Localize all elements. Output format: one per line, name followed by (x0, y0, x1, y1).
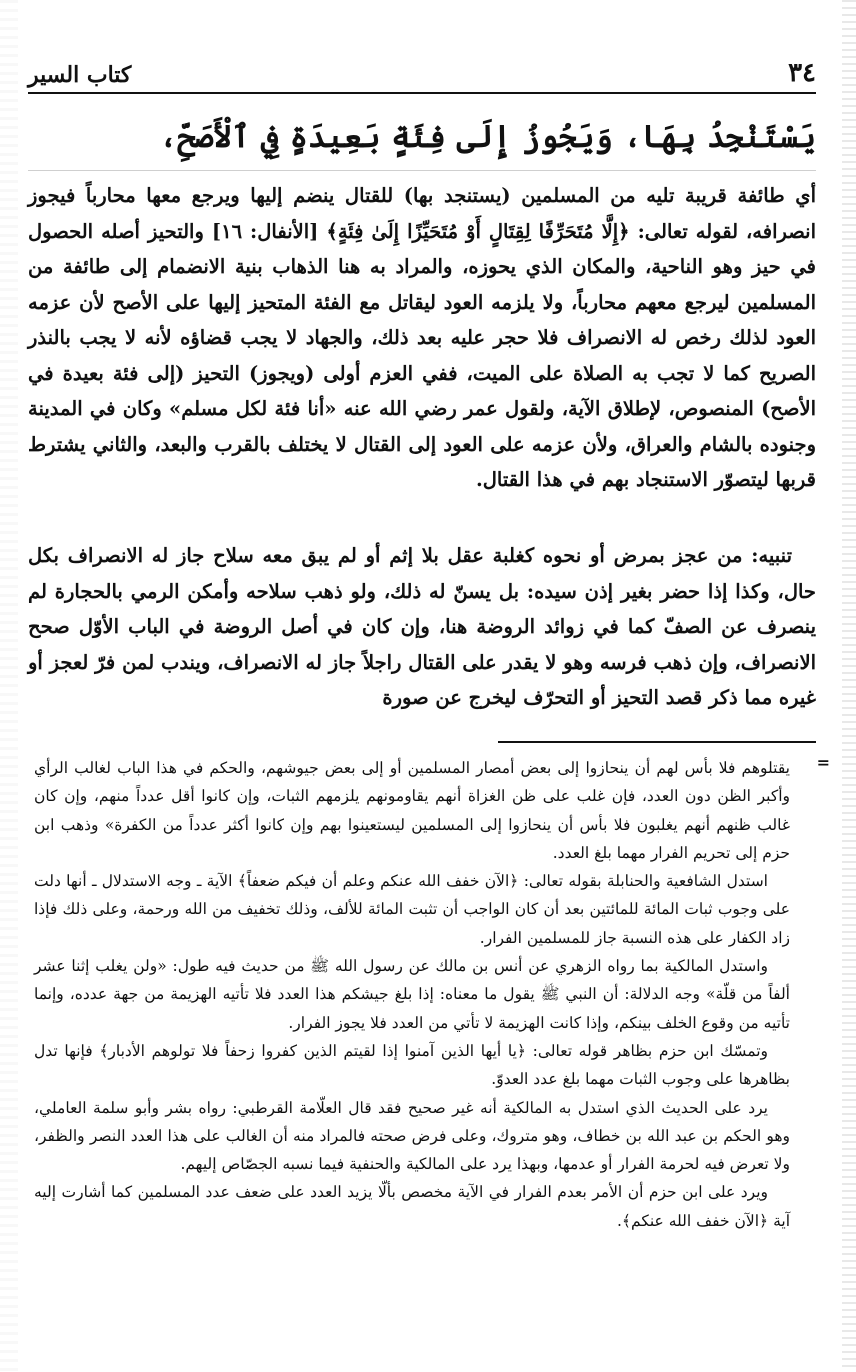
matn-text: يَسْتَنْجِدُ بِهَا، وَيَجُوزُ إِلَى فِئَةٍ بَعِيدَةٍ فِي ٱلْأَصَحِّ، (159, 119, 816, 155)
tanbih-paragraph (28, 538, 816, 716)
matn-separator (28, 170, 816, 171)
footnote-paragraph: يرد على الحديث الذي استدل به المالكية أنه غير صحيح فقد قال العلّامة القرطبي: رواه بشر وأبو سلمة العاملي، وهو الحكم بن عبد الله بن خطاف، وهو متروك، وعلى فرض صحته فالمراد منه أن الغالب على هذا العدد النصر والظفر، ولا تعرض فيه لحرمة الفرار أو عدمها، وبهذا يرد على المالكية والحنفية فيما نسبه الجصّاص إليهم. (34, 1098, 790, 1174)
footnote-continuation-marker: = (816, 753, 830, 772)
footnote-paragraph: استدل الشافعية والحنابلة بقوله تعالى: ﴿الآن خفف الله عنكم وعلم أن فيكم ضعفاً﴾ الآية ـ وجه الاستدلال ـ أنها دلت على وجوب ثبات المائة للمائتين بعد أن كان الواجب أن تثبت المائة للألف، وذلك تخفيف من الله ورحمة، وعلى ذلك فإذا زاد الكفار على هذه النسبة جاز للمسلمين الفرار. (34, 872, 790, 947)
scan-edge-right (842, 0, 856, 1372)
page-header (28, 56, 816, 94)
footnote-paragraph: وتمسّك ابن حزم بظاهر قوله تعالى: ﴿يا أيها الذين آمنوا إذا لقيتم الذين كفروا زحفاً فلا تولوهم الأدبار﴾ فإنها تدل بظاهرها على وجوب الثبات مهما بلغ عدد العدوّ. (34, 1041, 790, 1089)
footnote-paragraph: يقتلوهم فلا بأس لهم أن ينحازوا إلى بعض أمصار المسلمين أو إلى بعض جيوشهم، والحكم في هذا الباب لغالب الرأي وأكبر الظن دون العدد، فإن غلب على ظن الغزاة أنهم يقاومونهم يلزمهم الثبات، وإن كانوا أقل عدداً منهم، وإن كان غالب ظنهم أنهم يغلبون فلا بأس أن ينحازوا إلى المسلمين ليستعينوا بهم وإن كانوا أكثر عدداً من الكفرة» وذهب ابن حزم إلى تحريم الفرار مهما بلغ العدد. (34, 759, 790, 862)
commentary-block (28, 178, 816, 498)
page-number: ٣٤ (788, 58, 816, 88)
tanbih-label: تنبيه: (751, 544, 792, 567)
footnote-paragraph: ويرد على ابن حزم أن الأمر بعدم الفرار في الآية مخصص بألّا يزيد العدد على ضعف عدد المسلمين كما أشارت إليه آية ﴿الآن خفف الله عنكم﴾. (34, 1183, 790, 1230)
footnotes-block (34, 754, 790, 1235)
commentary-paragraph: أي طائفة قريبة تليه من المسلمين (يستنجد بها) للقتال ينضم إليها ويرجع معها محارباً فيجوز انصرافه، لقوله تعالى: ﴿إِلَّا مُتَحَرِّفًا لِقِتَالٍ أَوْ مُتَحَيِّزًا إِلَىٰ فِئَةٍ﴾ [الأنفال: ١٦] والتحيز أصله الحصول في حيز وهو الناحية، والمكان الذي يحوزه، والمراد به هنا الذهاب بنية الانضمام إلى طائفة من المسلمين ليرجع معهم محارباً، ولا يلزمه العود ليقاتل مع الفئة المتحيز إليها على الأصح لأن عزمه العود لذلك رخص له الانصراف فلا حجر عليه بعد ذلك، والجهاد لا يجب قضاؤه لأنه لا يجب بالنذر الصريح كما لا تجب به الصلاة على الميت، ففي العزم أولى (ويجوز) التحيز (إلى فئة بعيدة في الأصح) المنصوص، لإطلاق الآية، ولقول عمر رضي الله عنه «أنا فئة لكل مسلم» وكان في المدينة وجنوده بالشام والعراق، ولأن عزمه على العود إلى القتال لا يختلف بالقرب والبعد، والثاني يشترط قربها ليتصوّر الاستنجاد بهم في هذا القتال. (28, 184, 817, 491)
footnote-paragraph: واستدل المالكية بما رواه الزهري عن أنس بن مالك عن رسول الله ﷺ من حديث فيه طول: «ولن يغلب إثنا عشر ألفاً من قلّة» وجه الدلالة: أن النبي ﷺ يقول ما معناه: إذا بلغ جيشكم هذا العدد فلا تأتيه الهزيمة من جهة عدده، وإنما تأتيه من وقوع الخلف بينكم، وإذا كانت الهزيمة لا تأتي من العدد فلا يجوز الفرار. (34, 957, 790, 1032)
tanbih-text: من عجز بمرض أو نحوه كغلبة عقل بلا إثم أو لم يبق معه سلاح جاز له الانصراف بكل حال، وكذا إذا حضر بغير إذن سيده: بل يسنّ له ذلك، ولو ذهب سلاحه وأمكن الرمي بالحجارة لم ينصرف عن الصفّ كما في زوائد الروضة هنا، وإن كان في أصل الروضة في الباب الأوّل صحح الانصراف، وإن ذهب فرسه وهو لا يقدر على القتال راجلاً جاز له الانصراف، ويندب لمن فرّ لعجز أو غيره مما ذكر قصد التحيز أو التحرّف ليخرج عن صورة (28, 544, 816, 709)
running-title: كتاب السير (28, 62, 132, 88)
scan-edge-left (0, 0, 18, 1372)
footnote-divider (498, 741, 816, 743)
